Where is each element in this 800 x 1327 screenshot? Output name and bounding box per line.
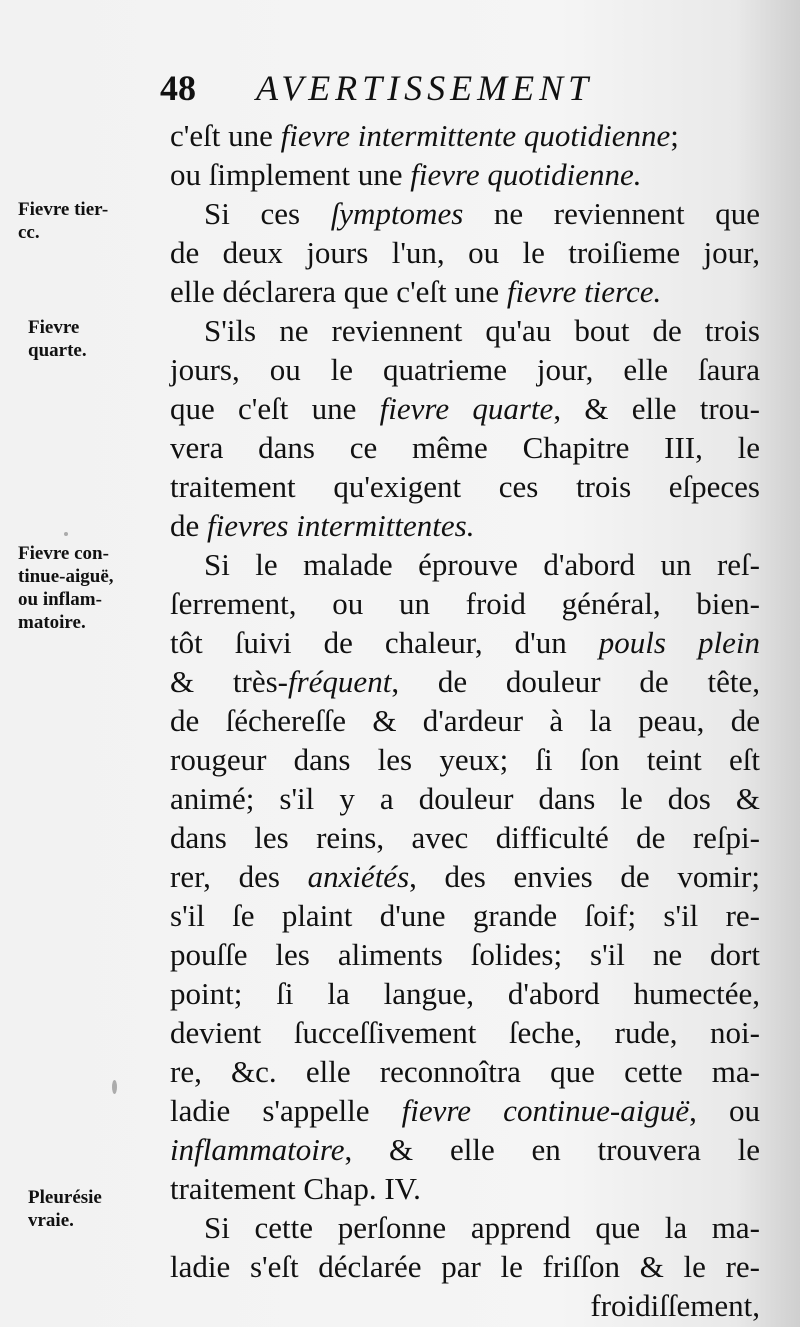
text-line [204,1208,760,1247]
text-run: c'eſt une [170,118,281,153]
text-run: que c'eſt une [170,391,380,426]
text-line [170,350,760,389]
text-line [204,311,760,350]
text-line [170,1091,760,1130]
text-run: Si ces [204,196,331,231]
text-line [170,467,760,506]
text-line [170,701,760,740]
text-run: jours, ou le quatrieme jour, elle ſaura [170,352,760,387]
page-header [160,62,760,114]
text-run: rer, des [170,859,308,894]
text-run: froidiſſement, [590,1288,760,1323]
italic-text: fréquent [288,664,392,699]
text-run: re, &c. elle reconnoîtra que cette ma- [170,1054,760,1089]
text-line [170,155,760,194]
italic-text: fievres intermittentes. [207,508,475,543]
text-run: Si cette perſonne apprend que la ma- [204,1210,760,1245]
text-run: rougeur dans les yeux; ſi ſon teint eſt [170,742,760,777]
text-line [170,662,760,701]
text-run: devient ſucceſſivement ſeche, rude, noi- [170,1015,760,1050]
text-run: , & elle en trouvera le [344,1132,760,1167]
ink-spot [64,532,68,536]
text-run: ou ſimplement une [170,157,411,192]
text-run: Si le malade éprouve d'abord un reſ- [204,547,760,582]
text-run: ; [670,118,679,153]
text-line [170,818,760,857]
text-line [170,428,760,467]
text-run: ladie s'eſt déclarée par le friſſon & le re- [170,1249,760,1284]
italic-text: fievre quotidienne. [410,157,642,192]
italic-text: fievre continue-aiguë [401,1093,690,1128]
text-line [170,1130,760,1169]
text-line [170,233,760,272]
text-line [170,740,760,779]
text-line [170,116,760,155]
text-line [170,623,760,662]
text-run: & très- [170,664,288,699]
text-line [204,545,760,584]
italic-text: inflammatoire [170,1132,345,1167]
text-line [170,857,760,896]
text-line [170,974,760,1013]
text-run: de ſéchereſſe & d'ardeur à la peau, de [170,703,760,738]
text-line [170,935,760,974]
italic-text: fievre quarte [379,391,554,426]
text-run: tôt ſuivi de chaleur, d'un [170,625,599,660]
text-run: , & elle trou- [553,391,760,426]
text-run: traitement Chap. IV. [170,1171,421,1206]
text-line [170,779,760,818]
text-run: de [170,508,208,543]
text-line [170,896,760,935]
text-line [170,1169,760,1208]
text-run: de deux jours l'un, ou le troiſieme jour, [170,235,760,270]
text-run: traitement qu'exigent ces trois eſpeces [170,469,760,504]
text-run: , des envies de vomir; [409,859,760,894]
running-title: AVERTISSEMENT [256,68,594,108]
italic-text: anxiétés [307,859,410,894]
italic-text: ſymptomes [330,196,464,231]
text-run: dans les reins, avec difficulté de reſpi- [170,820,760,855]
text-line [170,584,760,623]
text-run: ladie s'appelle [170,1093,402,1128]
text-line [170,272,760,311]
text-run: , de douleur de tête, [391,664,760,699]
ink-spot [112,1080,117,1094]
margin-note-fievre-tierce: Fievre tier- cc. [18,199,109,243]
text-run: vera dans ce même Chapitre III, le [170,430,760,465]
text-line [170,1247,760,1286]
page-number: 48 [160,68,196,108]
text-line [170,506,760,545]
text-run: , ou [689,1093,760,1128]
text-run: pouſſe les aliments ſolides; s'il ne dort [170,937,760,972]
margin-note-fievre-continue: Fievre con- tinue-aiguë, ou inflam- matoire. [18,543,114,633]
text-line [204,194,760,233]
margin-note-pleuresie: Pleurésie vraie. [28,1187,102,1231]
text-line [170,389,760,428]
text-run: s'il ſe plaint d'une grande ſoif; s'il re- [170,898,760,933]
italic-text: pouls plein [598,625,760,660]
margin-note-fievre-quarte: Fievre quarte. [28,317,87,361]
text-run: ne reviennent que [463,196,760,231]
text-run: animé; s'il y a douleur dans le dos & [170,781,760,816]
italic-text: fievre intermittente quotidienne [280,118,671,153]
italic-text: fievre tierce. [506,274,662,309]
text-line [170,1052,760,1091]
text-line [170,1013,760,1052]
text-run: ſerrement, ou un froid général, bien- [170,586,760,621]
text-line [170,1286,760,1325]
text-run: S'ils ne reviennent qu'au bout de trois [204,313,760,348]
text-run: elle déclarera que c'eſt une [170,274,507,309]
text-run: point; ſi la langue, d'abord humectée, [170,976,760,1011]
